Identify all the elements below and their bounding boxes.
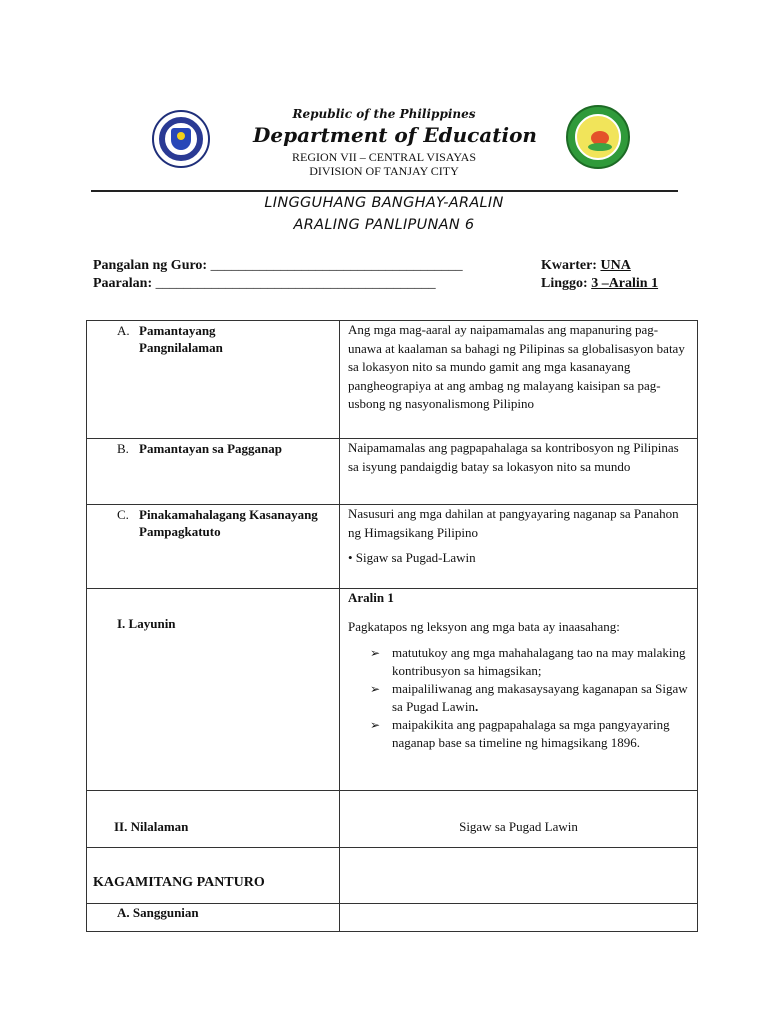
nilalaman-label: II. Nilalaman [114, 819, 189, 834]
list-item [370, 716, 697, 752]
layunin-label-cell [87, 589, 340, 791]
row-a-content-cell [340, 321, 698, 439]
objective-3: maipakikita ang pagpapahalaga sa mga pangyayaring naganap base sa timeline ng himagsikang 1896. [392, 717, 670, 750]
layunin-content-cell [340, 589, 698, 791]
week-field [541, 276, 658, 292]
teacher-blank: ____________________________________ [210, 258, 463, 273]
objective-1: matutukoy ang mga mahahalagang tao na may malaking kontribusyon sa himagsikan; [392, 645, 686, 678]
arrow-bullet-icon: ➢ [370, 646, 381, 660]
aralin-heading: Aralin 1 [348, 590, 394, 605]
quarter-label: Kwarter: [541, 258, 597, 273]
row-a-label-cell [87, 321, 340, 439]
row-c-content-cell [340, 505, 698, 589]
plan-title: LINGGUHANG BANGHAY-ARALIN [264, 195, 504, 211]
row-c-text: Nasusuri ang mga dahilan at pangyayaring naganap sa Panahon ng Himagsikang Pilipino [348, 506, 679, 540]
table-row [87, 321, 698, 439]
kagamitan-content-cell [340, 848, 698, 904]
arrow-bullet-icon: ➢ [370, 718, 381, 732]
objective-2: maipaliliwanag ang makasaysayang kaganapan sa Sigaw sa Pugad Lawin [392, 681, 688, 714]
row-c-letter: C. [117, 507, 129, 522]
subject-title: ARALING PANLIPUNAN 6 [293, 217, 475, 233]
row-c-bullet: • Sigaw sa Pugad-Lawin [348, 550, 476, 565]
row-b-label: Pamantayan sa Pagganap [139, 441, 283, 456]
list-item [370, 680, 697, 716]
nilalaman-text: Sigaw sa Pugad Lawin [459, 819, 578, 834]
row-b-label-cell [87, 439, 340, 505]
division-heading: DIVISION OF TANJAY CITY [309, 164, 459, 178]
week-value: 3 –Aralin 1 [591, 276, 659, 291]
week-label: Linggo: [541, 276, 588, 291]
kagamitan-label: KAGAMITANG PANTURO [93, 875, 265, 890]
table-row [87, 904, 698, 932]
header-divider [91, 190, 678, 192]
row-b-letter: B. [117, 441, 129, 456]
layunin-label: I. Layunin [117, 616, 176, 631]
list-item [370, 644, 697, 680]
table-row [87, 791, 698, 848]
objective-2-period: . [475, 699, 479, 714]
sanggunian-label-cell [87, 904, 340, 932]
arrow-bullet-icon: ➢ [370, 682, 381, 696]
sanggunian-label: A. Sanggunian [117, 905, 199, 920]
school-blank: ________________________________________ [155, 276, 436, 291]
school-label: Paaralan: [93, 276, 153, 291]
table-row [87, 848, 698, 904]
lesson-plan-table [86, 320, 698, 932]
row-b-content-cell [340, 439, 698, 505]
layunin-intro: Pagkatapos ng leksyon ang mga bata ay inaasahang: [348, 618, 620, 634]
department-heading: Department of Education [253, 123, 537, 147]
table-row [87, 589, 698, 791]
row-c-label: Pinakamahalagang Kasanayang Pampagkatuto [139, 507, 318, 539]
school-field [93, 276, 436, 292]
sanggunian-content-cell [340, 904, 698, 932]
quarter-value: UNA [600, 258, 631, 273]
table-row [87, 439, 698, 505]
row-b-text: Naipamamalas ang pagpapahalaga sa kontribosyon ng Pilipinas sa isyung pandaigdig batay sa lokasyon nito sa mundo [348, 440, 679, 474]
row-a-text: Ang mga mag-aaral ay naipamamalas ang mapanuring pag-unawa at kaalaman sa bahagi ng Pilipinas sa globalisasyon batay sa lokasyon nito sa mundo gamit ang mga kasanayang pangheograpiya at ang ambag ng malayang kaisipan sa pag-usbong ng nasyonalismong Pilipino [348, 322, 685, 411]
nilalaman-label-cell [87, 791, 340, 848]
row-c-label-cell [87, 505, 340, 589]
objectives-list [340, 644, 697, 752]
row-a-letter: A. [117, 323, 130, 338]
quarter-field [541, 258, 631, 274]
nilalaman-content-cell [340, 791, 698, 848]
teacher-label: Pangalan ng Guro: [93, 258, 208, 273]
row-a-label: Pamantayang Pangnilalaman [139, 323, 223, 355]
teacher-field [93, 258, 463, 274]
table-row [87, 505, 698, 589]
region-heading: REGION VII – CENTRAL VISAYAS [291, 150, 476, 164]
republic-heading: Republic of the Philippines [292, 107, 476, 121]
kagamitan-label-cell [87, 848, 340, 904]
